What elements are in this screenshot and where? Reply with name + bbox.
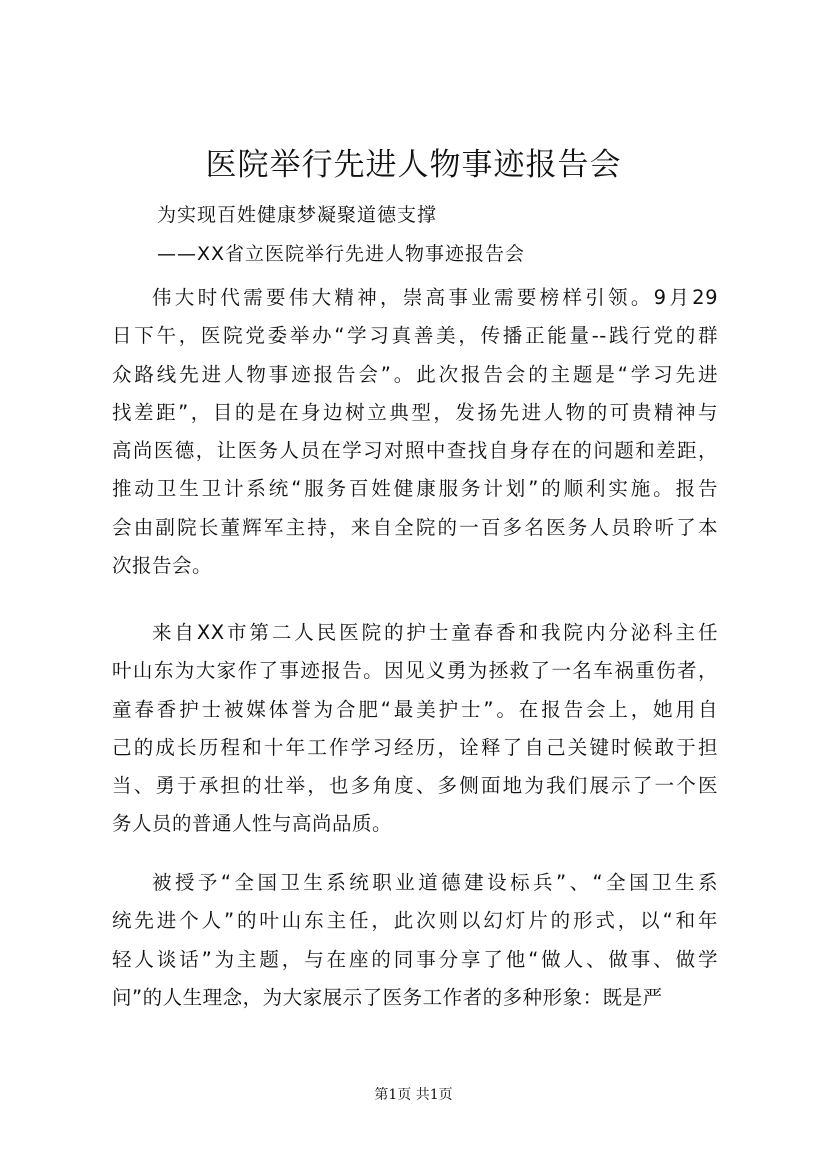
paragraph-line: 被授予“全国卫生系统职业道德建设标兵”、“全国卫生系 [152,871,718,894]
subtitle-line-1: 为实现百姓健康梦凝聚道德支撑 [157,204,438,226]
paragraph-line: 童春香护士被媒体誉为合肥“最美护士”。在报告会上，她用自 [112,697,718,721]
paragraph-line: 叶山东为大家作了事迹报告。因见义勇为拯救了一名车祸重伤者， [112,659,718,683]
paragraph-line: 众路线先进人物事迹报告会”。此次报告会的主题是“学习先进 [112,362,718,386]
page-footer: 第1页 共1页 [374,1087,453,1103]
paragraph-line: 日下午，医院党委举办“学习真善美，传播正能量--践行党的群 [112,324,718,348]
paragraph-line: 次报告会。 [112,554,213,578]
paragraph-line: 轻人谈话”为主题，与在座的同事分享了他“做人、做事、做学 [112,947,718,971]
paragraph-line: 高尚医德，让医务人员在学习对照中查找自身存在的问题和差距， [112,439,718,463]
paragraph-line: 当、勇于承担的壮举，也多角度、多侧面地为我们展示了一个医 [112,774,718,798]
subtitle-line-2: ——XX省立医院举行先进人物事迹报告会 [157,243,526,265]
paragraph-line: 来自XX市第二人民医院的护士童春香和我院内分泌科主任 [152,621,718,644]
paragraph-line: 己的成长历程和十年工作学习经历，诠释了自己关键时候敢于担 [112,735,718,759]
paragraph-line: 务人员的普通人性与高尚品质。 [112,812,393,836]
paragraph-line: 统先进个人”的叶山东主任，此次则以幻灯片的形式，以“和年 [112,909,718,933]
document-title: 医院举行先进人物事迹报告会 [205,147,622,183]
paragraph-line: 会由副院长董辉军主持，来自全院的一百多名医务人员聆听了本 [112,515,718,539]
paragraph-line: 推动卫生卫计系统“服务百姓健康服务计划”的顺利实施。报告 [112,477,718,501]
paragraph-2 [112,614,718,844]
paragraph-line: 找差距”，目的是在身边树立典型，发扬先进人物的可贵精神与 [112,400,718,424]
paragraph-line: 伟大时代需要伟大精神，崇高事业需要榜样引领。9月29 [152,286,718,309]
paragraph-3 [112,864,718,1017]
paragraph-line: 问”的人生理念，为大家展示了医务工作者的多种形象：既是严 [112,985,663,1009]
paragraph-1 [112,279,718,585]
